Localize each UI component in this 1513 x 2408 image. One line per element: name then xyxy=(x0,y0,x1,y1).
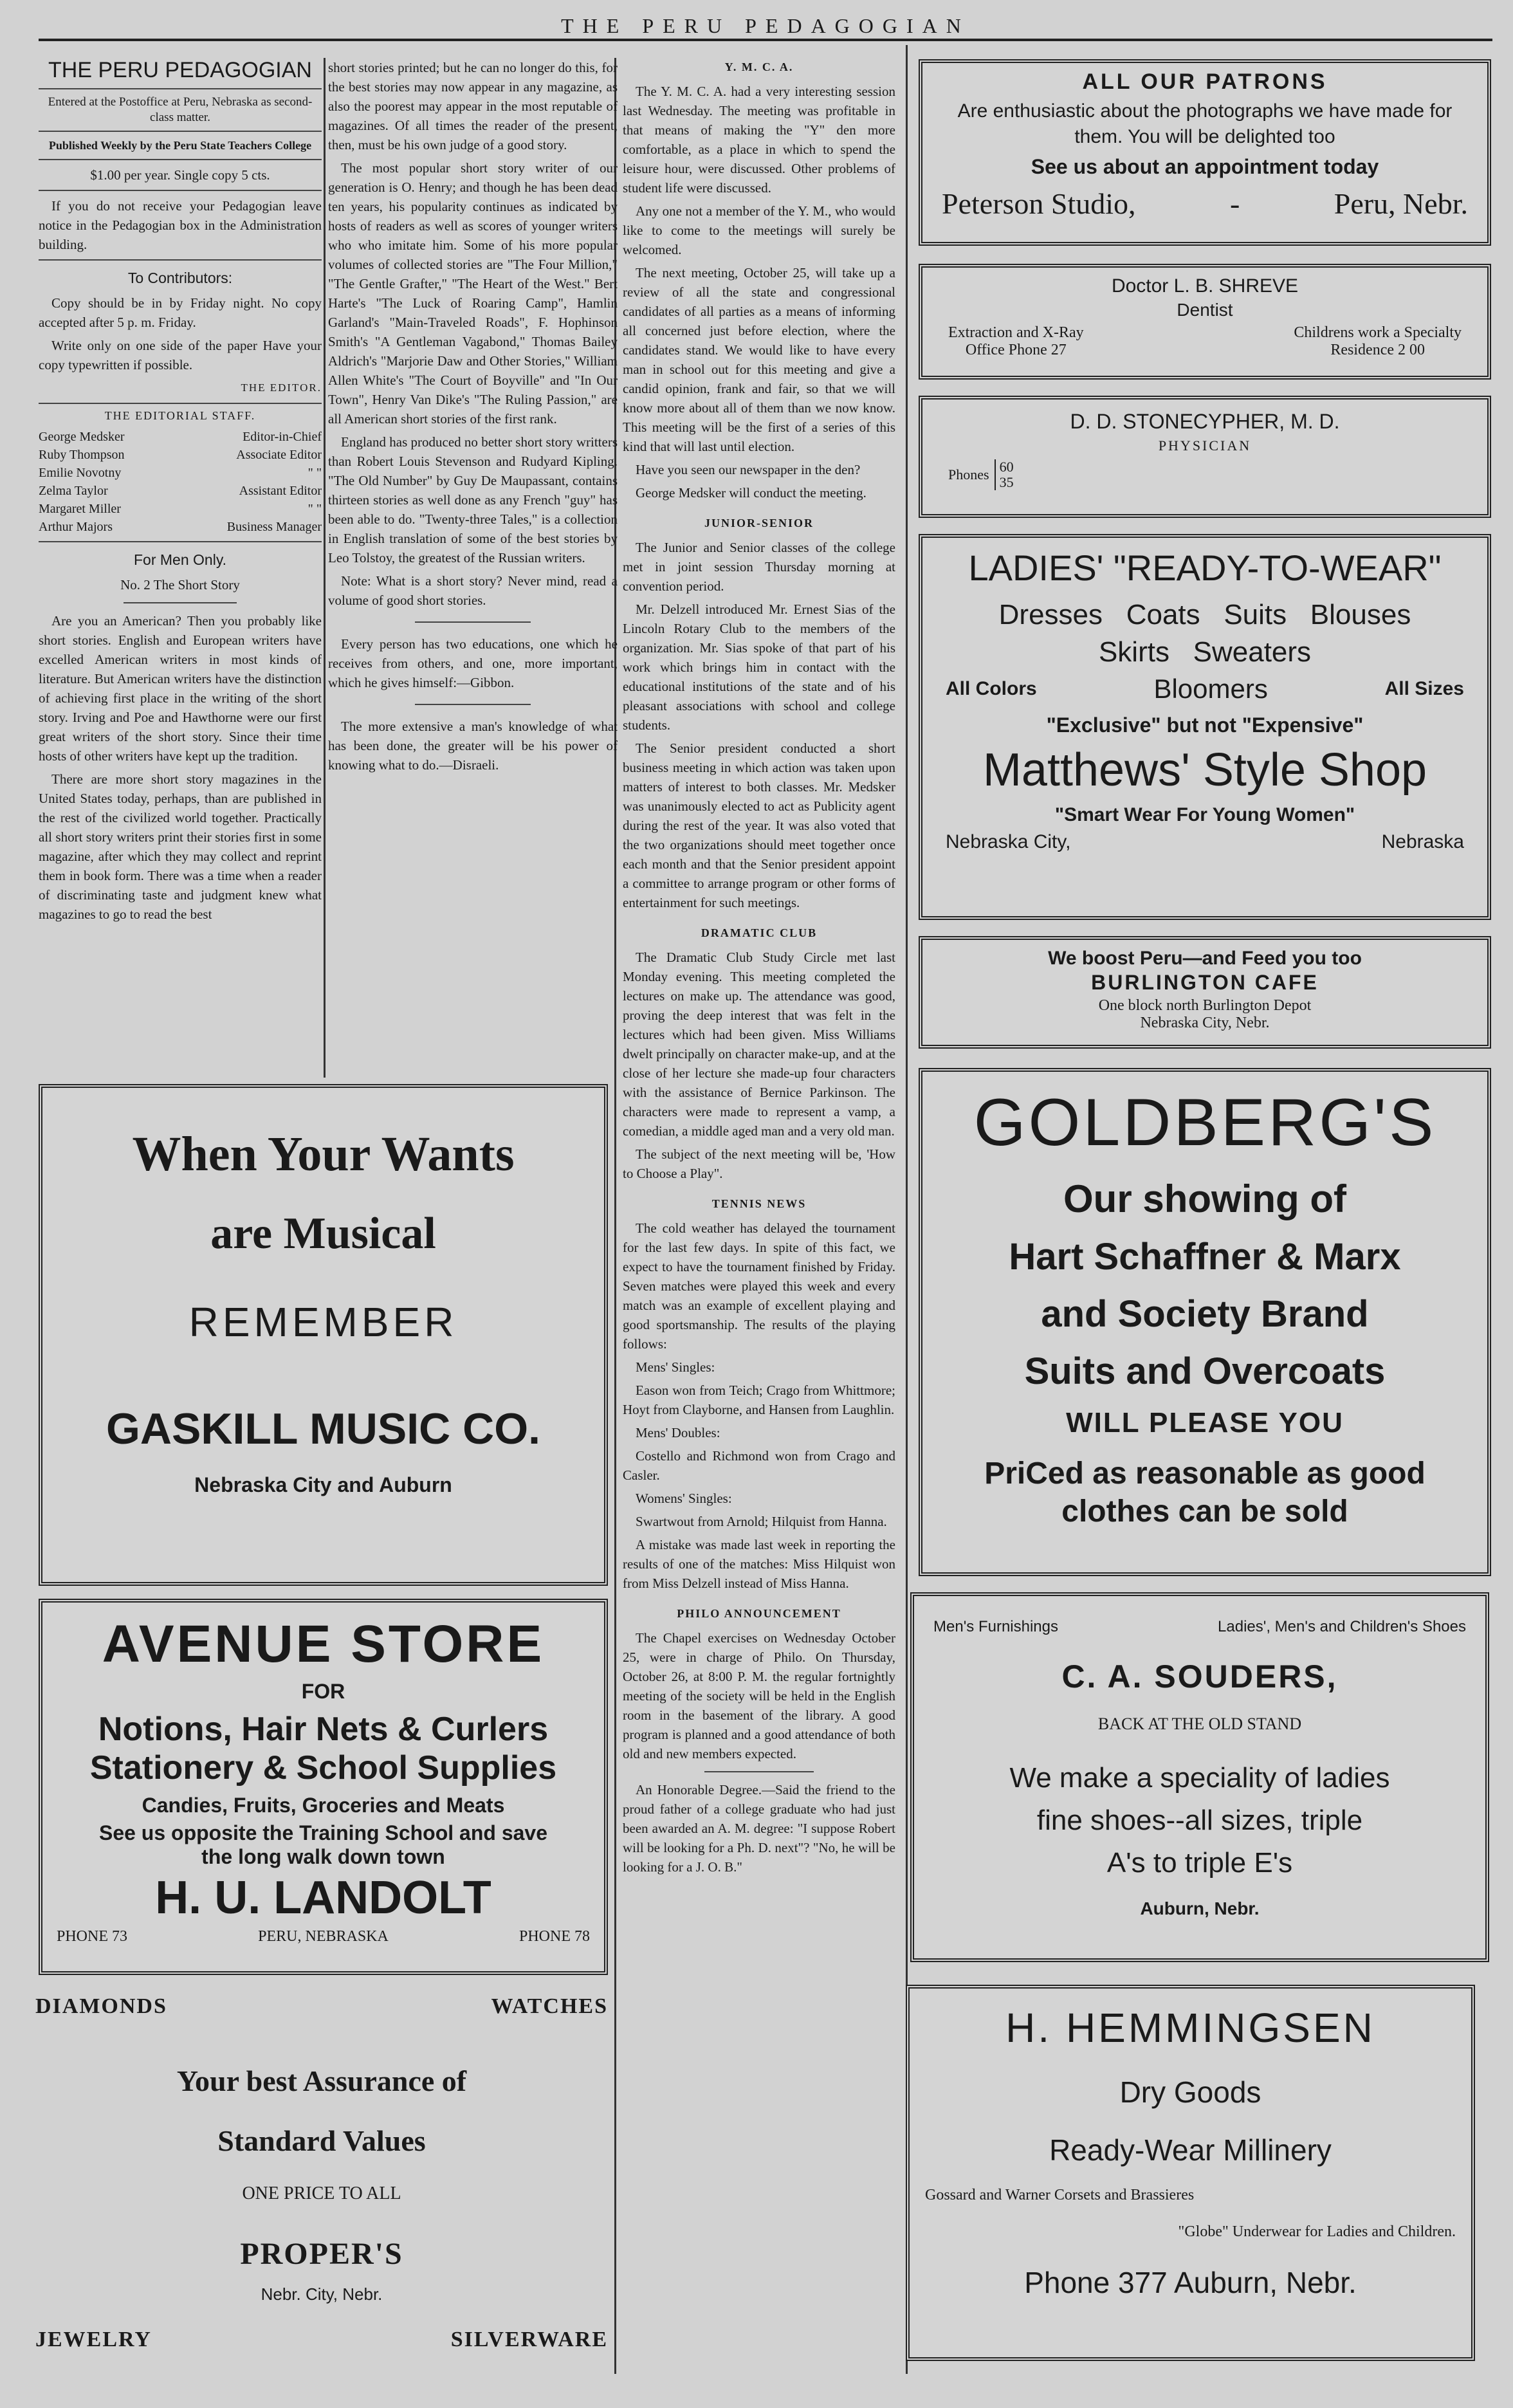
ad-line: Doctor L. B. SHREVE xyxy=(1111,275,1299,297)
ad-line: One block north Burlington Depot xyxy=(1098,997,1312,1014)
ad-bottom-row xyxy=(35,2328,608,2352)
ad-phones xyxy=(948,459,1462,490)
ad-line: Nebraska xyxy=(1381,831,1464,852)
ad-line: "Smart Wear For Young Women" xyxy=(1054,804,1355,825)
ad-line: Office Phone 27 xyxy=(965,342,1067,358)
divider xyxy=(39,259,322,261)
contributors-heading: To Contributors: xyxy=(127,270,233,286)
staff-row xyxy=(39,428,322,446)
ad-line: Gossard and Warner Corsets and Brassieres xyxy=(925,2187,1195,2203)
ad-hemmingsen xyxy=(906,1985,1475,2361)
for-men-heading: For Men Only. xyxy=(134,551,226,568)
ad-footer xyxy=(42,1924,604,1945)
dramatic-club-heading: DRAMATIC CLUB xyxy=(701,926,818,939)
staff-name: Zelma Taylor xyxy=(39,484,108,498)
staff-row xyxy=(39,518,322,536)
ymca-heading: Y. M. C. A. xyxy=(724,60,794,73)
ad-line: the long walk down town xyxy=(201,1845,445,1868)
ad-line: All Sizes xyxy=(1384,678,1464,699)
divider xyxy=(39,403,322,404)
ad-line: C. A. SOUDERS, xyxy=(1061,1659,1338,1695)
ad-line: Dry Goods xyxy=(1119,2075,1261,2109)
joke-paragraph: An Honorable Degree.—Said the friend to the proud father of a college graduate who had just been awarded an A. M. degree: "I suppose Robert will be looking for a Ph. D. next"? "No, he will be looking for a J. O. B." xyxy=(623,1782,895,1875)
ad-peterson-studio xyxy=(919,59,1491,246)
staff-row xyxy=(39,482,322,500)
ad-line: LADIES' "READY-TO-WEAR" xyxy=(968,547,1442,588)
ad-burlington-cafe xyxy=(919,936,1491,1049)
delivery-notice: If you do not receive your Pedagogian leave notice in the Pedagogian box in the Administration building. xyxy=(39,198,322,252)
divider xyxy=(124,602,237,603)
ad-line: When Your Wants xyxy=(132,1127,515,1181)
ad-line: WILL PLEASE YOU xyxy=(1066,1407,1344,1438)
ad-line: Notions, Hair Nets & Curlers xyxy=(98,1711,549,1748)
ad-line: Peterson Studio, xyxy=(942,187,1136,220)
tennis-news-heading: TENNIS NEWS xyxy=(711,1197,807,1210)
ad-avenue-store xyxy=(39,1599,608,1975)
staff-role: " " xyxy=(307,466,322,480)
for-men-subheading: No. 2 The Short Story xyxy=(120,577,240,593)
ymca-paragraph: Any one not a member of the Y. M., who would like to come to the meetings will surely be welcomed. xyxy=(623,203,895,257)
ymca-paragraph: Have you seen our newspaper in the den? xyxy=(636,462,861,477)
ad-line: 60 xyxy=(999,459,1014,475)
ad-line: See us opposite the Training School and save xyxy=(98,1821,548,1844)
ad-line: PERU, NEBRASKA xyxy=(258,1928,389,1945)
ad-line: Ladies', Men's and Children's Shoes xyxy=(1218,1618,1466,1635)
ad-line: Phones xyxy=(948,466,989,483)
ad-line: ALL OUR PATRONS xyxy=(1082,69,1328,94)
ad-line: fine shoes--all sizes, triple xyxy=(1036,1805,1363,1836)
ad-line: GOLDBERG'S xyxy=(973,1085,1436,1160)
divider xyxy=(39,131,322,132)
phone-numbers xyxy=(995,459,1014,490)
ad-shreve-dentist xyxy=(919,264,1491,380)
dramatic-club-paragraph: The Dramatic Club Study Circle met last Monday evening. This meeting completed the lectures on make up. The attendance was good, proving the deep interest that was felt in the lectures which had been given. Miss Williams dwelt principally on character make-up, and at the close of her lecture she made-up four characters with the assistance of Bernice Parkinson. The characters were made to represent a vamp, a comedian, a middle aged man and a very old man. xyxy=(623,950,895,1139)
dramatic-club-paragraph: The subject of the next meeting will be, 'How to Choose a Play". xyxy=(623,1146,895,1181)
ad-propers xyxy=(35,1994,608,2374)
ad-line: Matthews' Style Shop xyxy=(982,744,1427,796)
contributors-note: Copy should be in by Friday night. No copy accepted after 5 p. m. Friday. xyxy=(39,295,322,330)
ad-gaskill-music xyxy=(39,1084,608,1586)
staff-role: Editor-in-Chief xyxy=(243,430,322,444)
ad-line: JEWELRY xyxy=(35,2328,152,2351)
junior-senior-paragraph: The Junior and Senior classes of the college met in joint session Thursday morning at convention period. xyxy=(623,540,895,594)
contributors-note: Write only on one side of the paper Have your copy typewritten if possible. xyxy=(39,338,322,372)
ad-row xyxy=(948,324,1462,359)
tennis-paragraph: Eason won from Teich; Crago from Whittmore; Hoyt from Clayborne, and Hansen from Laughlin. xyxy=(623,1383,895,1417)
ad-line: PHYSICIAN xyxy=(1158,437,1252,454)
ad-line: clothes can be sold xyxy=(1061,1494,1348,1529)
staff-name: Ruby Thompson xyxy=(39,448,125,462)
staff-heading: THE EDITORIAL STAFF. xyxy=(104,409,256,422)
divider xyxy=(704,1771,814,1772)
staff-row xyxy=(39,464,322,482)
tennis-paragraph: Swartwout from Arnold; Hilquist from Hanna. xyxy=(636,1514,887,1529)
ad-line: H. HEMMINGSEN xyxy=(1005,2005,1375,2051)
ad-line: Auburn, Nebr. xyxy=(1140,1898,1260,1918)
ad-line: D. D. STONECYPHER, M. D. xyxy=(1070,410,1340,433)
junior-senior-paragraph: The Senior president conducted a short business meeting in which action was taken upon matters of interest to both classes. Mr. Medsker was unanimously elected to act as Publicity agent during the rest of the year. It was also voted that the two organizations should meet together once each month and that the Senior president appoint a committee to arrange program or other forms of entertainment for such meetings. xyxy=(623,740,895,910)
ad-line: PHONE 78 xyxy=(518,1928,590,1945)
ad-goldbergs xyxy=(919,1068,1491,1576)
ad-line: - xyxy=(1229,187,1240,220)
tennis-paragraph: Costello and Richmond won from Crago and Casler. xyxy=(623,1448,895,1483)
tennis-paragraph: A mistake was made last week in reporting the results of one of the matches: Miss Hilquist won from Miss Delzell instead of Miss Hanna. xyxy=(623,1537,895,1591)
ad-line: AVENUE STORE xyxy=(102,1615,545,1673)
ad-row xyxy=(938,674,1472,704)
ad-line: DIAMONDS xyxy=(35,1994,167,2018)
ad-col xyxy=(948,324,1084,359)
ad-line: Nebraska City and Auburn xyxy=(194,1473,452,1496)
column-3 xyxy=(618,58,901,1880)
tennis-paragraph: Mens' Singles: xyxy=(636,1359,715,1375)
ad-row xyxy=(933,1618,1466,1636)
staff-role: " " xyxy=(307,502,322,516)
philo-heading: PHILO ANNOUNCEMENT xyxy=(677,1607,841,1620)
article-paragraph: Note: What is a short story? Never mind, read a volume of good short stories. xyxy=(328,573,618,608)
ad-line: H. U. LANDOLT xyxy=(155,1872,491,1924)
ad-line: REMEMBER xyxy=(188,1299,458,1345)
ad-line: "Exclusive" but not "Expensive" xyxy=(1046,713,1364,737)
column-1 xyxy=(39,58,322,928)
ad-line: Standard Values xyxy=(217,2124,426,2157)
staff-role: Business Manager xyxy=(226,520,322,534)
ad-line: 35 xyxy=(999,474,1014,490)
ad-matthews-style-shop xyxy=(919,534,1491,920)
quote-disraeli: The more extensive a man's knowledge of what has been done, the greater will be his power of knowing what to do.—Disraeli. xyxy=(328,719,618,773)
divider xyxy=(39,541,322,542)
ad-line: Your best Assurance of xyxy=(176,2064,467,2097)
article-paragraph: short stories printed; but he can no longer do this, for the best stories may now appear in any magazine, as also the poorest may appear in the most reputable of magazines. Of all times the reader of the present, then, must be his own judge of a good story. xyxy=(328,60,618,152)
staff-name: Margaret Miller xyxy=(39,502,121,516)
ad-line: Nebraska City, Nebr. xyxy=(1140,1015,1270,1031)
editor-signature: THE EDITOR. xyxy=(241,381,322,394)
column-2 xyxy=(328,58,618,778)
ad-line: Childrens work a Specialty xyxy=(1294,324,1462,341)
ad-line: GASKILL MUSIC CO. xyxy=(106,1404,540,1453)
ad-line: Stationery & School Supplies xyxy=(89,1749,557,1787)
article-paragraph: Are you an American? Then you probably like short stories. English and European writers have excelled American writers in most kinds of literature. But American writers have the distinction of achieving first place in the writing of the short story. Irving and Poe and Hawthorne were our first great writers of the short story. Since their time hosts of other writers have kept up the tradition. xyxy=(39,613,322,764)
ad-line: Men's Furnishings xyxy=(933,1618,1058,1635)
ad-line: ONE PRICE TO ALL xyxy=(242,2183,401,2203)
ad-row xyxy=(938,831,1472,853)
ymca-paragraph: The Y. M. C. A. had a very interesting session last Wednesday. The meeting was profitable in that means of making the "Y" den more comfortable, as a place in which to spend the leisure hour, were discussed. Other problems of student life were discussed. xyxy=(623,84,895,196)
ad-line: SILVERWARE xyxy=(450,2328,608,2351)
ad-line: Suits and Overcoats xyxy=(1024,1350,1386,1392)
ad-col xyxy=(1294,324,1462,359)
ad-line: Ready-Wear Millinery xyxy=(1049,2133,1332,2167)
ad-line: Peru, Nebr. xyxy=(1334,187,1468,220)
column-rule xyxy=(324,58,326,1078)
ymca-paragraph: George Medsker will conduct the meeting. xyxy=(636,485,867,501)
ad-line: PriCed as reasonable as good xyxy=(984,1457,1426,1491)
masthead-title: THE PERU PEDAGOGIAN xyxy=(561,14,970,37)
divider xyxy=(415,704,531,705)
philo-paragraph: The Chapel exercises on Wednesday October 25, were in charge of Philo. On Thursday, October 26, at 8:00 P. M. the regular fortnightly meeting of the society will be held in the English room in the basement of the library. A good program is planned and a good attendance of both old and new members expected. xyxy=(623,1630,895,1761)
ad-line: Skirts Sweaters xyxy=(1098,636,1312,668)
ad-stonecypher xyxy=(919,396,1491,518)
paper-title: THE PERU PEDAGOGIAN xyxy=(48,58,312,82)
tennis-paragraph: The cold weather has delayed the tournament for the last few days. In spite of this fact, we expect to have the tournament finished by Friday. Seven matches were played this week and every match was an example of excellent playing and good sportsmanship. The results of the playing follows: xyxy=(623,1220,895,1352)
ad-line: FOR xyxy=(301,1680,345,1703)
staff-name: Emilie Novotny xyxy=(39,466,122,480)
ad-top-row xyxy=(35,1994,608,2019)
ad-line: and Society Brand xyxy=(1041,1293,1369,1335)
price: $1.00 per year. Single copy 5 cts. xyxy=(90,167,270,183)
ad-line: Nebraska City, xyxy=(946,831,1071,852)
ad-line: Nebr. City, Nebr. xyxy=(261,2284,383,2304)
article-paragraph: England has produced no better short story writters than Robert Louis Stevenson and Rudyard Kipling. "The Old Number" by Guy De Maupassant, contains thirteen stories as well done as any French "guy" has been able to do. "Twenty-three Tales," is a collection in English translation of some of the best stories by Leo Tolstoy, the greatest of the Russian writers. xyxy=(328,434,618,565)
ad-line: Residence 2 00 xyxy=(1330,342,1425,358)
ad-line: are Musical xyxy=(210,1209,436,1258)
tennis-paragraph: Mens' Doubles: xyxy=(636,1425,720,1440)
masthead xyxy=(39,8,1492,41)
ad-line: WATCHES xyxy=(491,1994,608,2018)
staff-list xyxy=(39,428,322,536)
ad-souders-shoes xyxy=(910,1592,1489,1962)
divider xyxy=(415,621,531,623)
divider xyxy=(39,159,322,160)
article-paragraph: There are more short story magazines in the United States today, perhaps, than are published in the rest of the civilized world together. Practically all short story writers print their stories first in some magazine, after which they may collect and reprint them in book form. There was a time when a reader of discriminating taste and judgment knew what magazines to go to read the best xyxy=(39,771,322,922)
quote-gibbon: Every person has two educations, one which he receives from others, and one, more important, which he gives himself:—Gibbon. xyxy=(328,636,618,690)
divider xyxy=(39,88,322,89)
ad-line: BURLINGTON CAFE xyxy=(1091,971,1319,994)
entered-notice: Entered at the Postoffice at Peru, Nebraska as second-class matter. xyxy=(48,95,313,124)
ad-row xyxy=(942,187,1468,221)
article-paragraph: The most popular short story writer of our generation is O. Henry; and though he has been dead ten years, his popularity continues as indicated by hosts of readers as well as scores of younger writers who who imitate him. Some of his more popular volumes of collected stories are "The Four Million," "The Gentle Grafter," "The Heart of the West." Bert Harte's "The Luck of Roaring Camp", Hamlin Garland's "Main-Traveled Roads", F. Hophinson Smith's "A Gentleman Vagabond," Thomas Bailey Aldrich's "Marjorie Daw and Other Stories," William Allen White's "The Court of Boyville" and "In Our Town", Henry Van Dike's "The Ruling Passion," are all American short stories of the first rank. xyxy=(328,160,618,427)
ad-line: Dentist xyxy=(1177,300,1233,320)
ad-line: All Colors xyxy=(946,678,1037,699)
ymca-paragraph: The next meeting, October 25, will take up a review of all the state and congressional candidates of all parties as a means of informing all concerned just before election, where the candidates stand. We would like to have every man in school out for this meeting and give a candid opinion, frank and fair, so that we will know more about all of them than we now know. This meeting will be the first of a series of this kind that will last until election. xyxy=(623,265,895,454)
ad-line: BACK AT THE OLD STAND xyxy=(1097,1714,1302,1733)
ad-line: A's to triple E's xyxy=(1106,1847,1293,1879)
junior-senior-heading: JUNIOR-SENIOR xyxy=(704,517,814,529)
staff-name: Arthur Majors xyxy=(39,520,113,534)
ad-line: Dresses Coats Suits Blouses xyxy=(998,599,1411,630)
ad-line: "Globe" Underwear for Ladies and Children. xyxy=(1178,2223,1456,2240)
ad-line: Extraction and X-Ray xyxy=(948,324,1084,341)
published-notice: Published Weekly by the Peru State Teachers College xyxy=(48,139,312,152)
junior-senior-paragraph: Mr. Delzell introduced Mr. Ernest Sias of the Lincoln Rotary Club to the members of the organization. Mr. Sias spoke of that part of his work which brings him in contact with the educational institutions of the state and of his pleasant associations with school and college students. xyxy=(623,602,895,733)
ad-line: Phone 377 Auburn, Nebr. xyxy=(1024,2266,1357,2299)
ad-line: Bloomers xyxy=(1153,674,1268,704)
staff-role: Assistant Editor xyxy=(239,484,322,498)
ad-line: We make a speciality of ladies xyxy=(1009,1762,1390,1794)
ad-line: We boost Peru—and Feed you too xyxy=(1048,948,1362,969)
ad-line: PROPER'S xyxy=(240,2237,403,2271)
ad-line: Hart Schaffner & Marx xyxy=(1009,1236,1401,1278)
ad-line: Candies, Fruits, Groceries and Meats xyxy=(142,1794,505,1817)
ad-line: PHONE 73 xyxy=(57,1928,128,1945)
divider xyxy=(39,190,322,191)
staff-row xyxy=(39,446,322,464)
ad-line: Our showing of xyxy=(1063,1177,1346,1220)
staff-row xyxy=(39,500,322,518)
ad-line: See us about an appointment today xyxy=(1031,155,1379,178)
tennis-paragraph: Womens' Singles: xyxy=(636,1491,732,1506)
staff-role: Associate Editor xyxy=(236,448,322,462)
staff-name: George Medsker xyxy=(39,430,125,444)
ad-line: Are enthusiastic about the photographs we have made for them. You will be delighted too xyxy=(957,100,1453,147)
